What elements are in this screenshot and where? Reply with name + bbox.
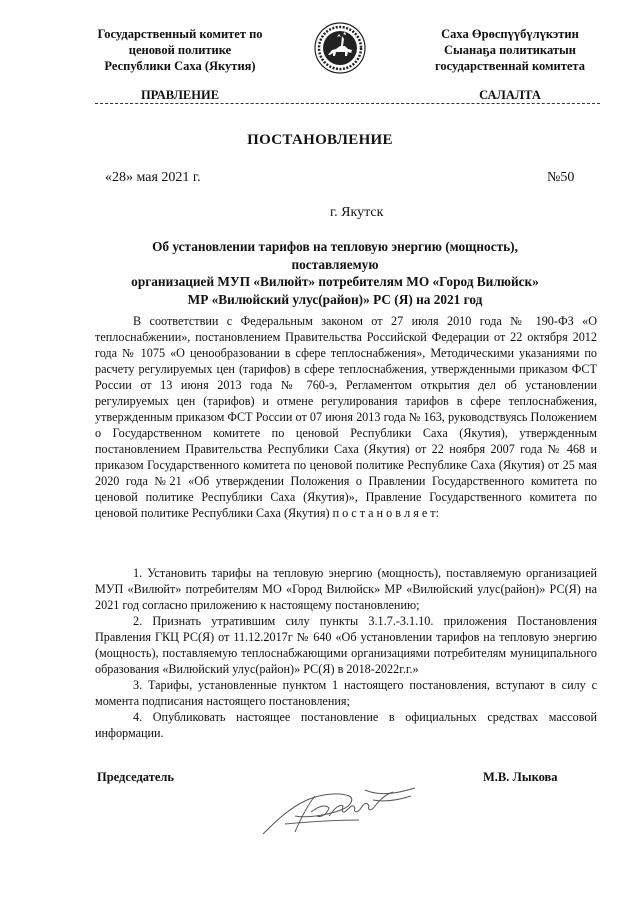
coat-of-arms-icon — [314, 22, 366, 74]
document-date: «28» мая 2021 г. — [105, 170, 201, 185]
header-left-line: Республики Саха (Якутия) — [104, 59, 256, 73]
document-subject — [110, 238, 560, 308]
header-right-authority — [400, 26, 620, 74]
clause-paragraph: 3. Тарифы, установленные пунктом 1 настоящего постановления, вступают в силу с момента подписания настоящего постановления; — [95, 678, 597, 708]
signer-name: М.В. Лыкова — [483, 770, 558, 784]
document-title: ПОСТАНОВЛЕНИЕ — [247, 132, 393, 148]
signer-role: Председатель — [97, 770, 175, 784]
subject-line: Об установлении тарифов на тепловую энергию (мощность), поставляемую — [152, 239, 518, 272]
header-right-line: Саха Өрөспүүбүлүкэтин — [441, 27, 579, 41]
header-left-line: Государственный комитет по — [97, 27, 263, 41]
handwritten-signature-icon — [255, 782, 425, 842]
header-right-line: Сыанаҕа политикатын — [444, 43, 576, 57]
header-right-line: государственнай комитета — [435, 59, 585, 73]
preamble-paragraph: В соответствии с Федеральным законом от 27 июля 2010 года № 190-ФЗ «О теплоснабжении», постановлением Правительства Российской Федерации от 22 октября 2012 года № 1075 «О ценообразовании в сфере теплоснабжения», Методическими указаниями по расчету регулируемых цен (тарифов) в сфере теплоснабжения, утвержденными приказом ФСТ России от 13 июня 2013 года № 760-э, Регламентом открытия дел об установлении регулируемых цен (тарифов) и отмене регулирования тарифов в сфере теплоснабжения, утвержденным приказом ФСТ России от 07 июня 2013 года № 163, руководствуясь Положением о Государственном комитете по ценовой Республики Саха (Якутия), утвержденным постановлением Правительства Республики Саха (Якутия) от 22 ноября 2007 года № 468 и приказом Государственного комитета по ценовой политике Республике Саха (Якутия) от 25 мая 2020 года №21 «Об утверждении Положения о Правлении Государственного комитета по ценовой политике Республики Саха (Якутия)», Правление Государственного комитета по ценовой политике Республики Саха (Якутия) п о с т а н о в л я е т: — [95, 314, 597, 520]
clause-paragraph: 2. Признать утратившим силу пункты 3.1.7.-3.1.10. приложения Постановления Правления ГКЦ РС(Я) от 11.12.2017г № 640 «Об установлении тарифов на тепловую энергию (мощность), поставляемую теплоснабжающими организациями потребителям муниципального образования «Вилюйский улус(район)» РС(Я) в 2018-2022г.г.» — [95, 614, 597, 676]
subject-line: МР «Вилюйский улус(район)» РС (Я) на 2021 год — [187, 291, 483, 307]
board-label-sakha: САЛАЛТА — [479, 88, 541, 102]
document-number: №50 — [547, 170, 575, 185]
header-left-line: ценовой политике — [128, 43, 232, 57]
header-left-authority — [60, 26, 300, 74]
clause-paragraph: 1. Установить тарифы на тепловую энергию (мощность), поставляемую организацией МУП «Вилюйт» потребителям МО «Город Вилюйск» МР «Вилюйский улус(район)» РС(Я) на 2021 год согласно приложению к настоящему постановлению; — [95, 566, 597, 612]
subject-line: организацией МУП «Вилюйт» потребителям МО «Город Вилюйск» — [131, 274, 539, 289]
document-body — [95, 313, 597, 741]
header-divider — [95, 103, 600, 104]
board-label-ru: ПРАВЛЕНИЕ — [140, 88, 220, 102]
document-city: г. Якутск — [330, 205, 384, 220]
clause-paragraph: 4. Опубликовать настоящее постановление в официальных средствах массовой информации. — [95, 710, 597, 740]
